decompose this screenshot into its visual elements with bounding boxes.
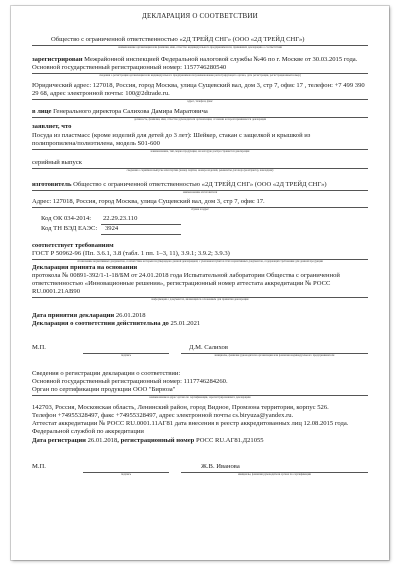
conformity-label: соответствует требованиям: [32, 242, 114, 249]
valid-until-line: [32, 320, 200, 328]
director-name: Д.М. Салихов: [189, 344, 228, 351]
conformity-standard: ГОСТ Р 50962-96 (Пп. 3.6.1, 3.8 (табл. 1 пп. 1–3, 11), 3.9.1; 3.9.2; 3.9.3): [32, 250, 230, 257]
registered-caption: сведения о регистрации организации или индивидуального предпринимателя (наименование регистрирующего органа, дата регистрации, регистрационный номер): [99, 73, 301, 77]
serial-caption: сведения о серийном выпуске или партии (номер партии, номера изделий, реквизиты договора (контракта), накладная): [126, 168, 274, 172]
maker-line: [32, 181, 327, 189]
address-caption: адрес, телефон, факс: [187, 99, 213, 103]
person-caption: должность, фамилия, имя, отчество руководителя организации, от имени которой принимается декларация: [133, 117, 266, 121]
legal-address-line2: 29 68, адрес электронной почты: 100@2dtrade.ru.: [32, 90, 170, 97]
signature1-caption: подпись: [120, 353, 132, 357]
registration-number-value: РОСС RU.АГ81.Д21055: [194, 437, 264, 444]
accepted-date-label: Дата принятия декларации: [32, 312, 115, 319]
accreditation-line: Аттестат аккредитации № РОСС RU.0001.11АГ81 дата внесения в реестр аккредитованных лиц 12.08.2015 года.: [32, 420, 349, 427]
registered-text: Межрайонной инспекцией Федеральной налоговой службы №46 по г. Москве от 30.03.2015 года.: [82, 56, 358, 63]
cert-body-name: Орган по сертификации продукции ООО "Бирюза": [32, 386, 176, 393]
registration-date-label: Дата регистрации: [32, 437, 86, 444]
signature2-caption: подпись: [120, 472, 132, 476]
maker-address: Адрес: 127018, Россия, город Москва, улица Сущевский вал, дом 3, стр 7, офис 17.: [32, 198, 265, 205]
product-caption: наименование, тип, марка продукции, на которую распространяется декларация: [150, 149, 250, 153]
signature1-name-caption: инициалы, фамилия руководителя организации или фамилия индивидуального предпринимателя: [214, 353, 335, 357]
cert-body-address: 142703, Россия, Московская область, Ленинский район, город Видное, Промзона территория, корпус 526.: [32, 404, 329, 411]
cert-body-caption: наименование и адрес органа по сертификации, зарегистрировавшего декларацию: [149, 395, 251, 399]
okp-label: Код ОК 034-2014:: [41, 215, 92, 222]
product-line2: полипропилена/полиэтилена, модель S01-600: [32, 140, 160, 147]
registration-date-value: 26.01.2018: [85, 437, 118, 444]
accreditation-agency: Федеральной службой по аккредитации: [32, 428, 144, 435]
conformity-caption: обозначение нормативных документов, соответствие которым подтверждено данной декларацией, с указанием пунктов этих нормативных документов, содержащих требования для данной продукции: [77, 259, 323, 263]
basis-caption: информация о документах, являющихся основанием для принятия декларации: [151, 297, 249, 301]
registered-label: зарегистрирован: [32, 56, 83, 63]
product-line1: Посуда из пластмасс (кроме изделий для детей до 3 лет): Шейкер, стакан с защелкой и крышкой из: [32, 132, 311, 139]
maker-text: Общество с ограниченной ответственностью «2Д ТРЕЙД СНГ» (ООО «2Д ТРЕЙД СНГ»): [71, 181, 327, 188]
ogrn-line: Основной государственный регистрационный номер: 1157746280540: [32, 64, 227, 71]
tnved-label: Код ТН ВЭД ЕАЭС:: [41, 225, 98, 232]
maker-caption: наименование изготовителя: [182, 190, 218, 194]
basis-line2: ответственностью «Инновационные решения», регистрационный номер аттестата аккредитации № РОСС: [32, 280, 331, 287]
okp-value: 22.29.23.110: [103, 215, 138, 222]
basis-label: Декларация принята на основании: [32, 264, 138, 271]
valid-until-label: Декларация о соответствии действительна до: [32, 320, 169, 327]
maker-label: изготовитель: [32, 181, 72, 188]
declares-label: заявляет, что: [32, 123, 72, 130]
stamp-mark-1: М.П.: [32, 344, 46, 351]
applicant-name: Общество с ограниченной ответственностью «2Д ТРЕЙД СНГ» (ООО «2Д ТРЕЙД СНГ»): [51, 36, 305, 43]
registration-number-label: , регистрационный номер: [117, 437, 195, 444]
registration-heading: Сведения о регистрации декларации о соответствии:: [32, 370, 181, 377]
stamp-mark-2: М.П.: [32, 463, 46, 470]
accepted-date-value: 26.01.2018: [114, 312, 146, 319]
basis-line1: протокола № 00891-392/1-1-18/БМ от 24.01.2018 года Испытательной лаборатории Общества с ограниченной: [32, 272, 340, 279]
tnved-value: 3924: [105, 225, 119, 232]
legal-address-line1: Юридический адрес: 127018, Россия, город Москва, улица Сущевский вал, дом 3, стр 7, офис 17 , телефон: +7 499 390: [32, 82, 365, 89]
maker-address-caption: страна и адрес: [191, 207, 209, 211]
person-label: в лице: [32, 108, 52, 115]
cert-head-name: Ж.В. Иванова: [201, 463, 240, 470]
declaration-page: [11, 6, 389, 560]
serial-release: серийный выпуск: [32, 159, 82, 166]
cert-body-contacts: Телефон +74955328497, факс +74955328497, адрес электронной почты cs.biryuza@yandex.ru.: [32, 412, 294, 419]
person-text: Генерального директора Салихова Дамира Маратовича: [51, 108, 208, 115]
valid-until-value: 25.01.2021: [168, 320, 201, 327]
applicant-name-caption: наименование организации или фамилия, имя, отчество индивидуального предпринимателя, принявших декларацию о соответствии: [118, 45, 282, 49]
accepted-date-line: [32, 312, 146, 320]
signature2-name-caption: инициалы, фамилия руководителя органа по сертификации: [238, 472, 311, 476]
document-title: ДЕКЛАРАЦИЯ О СООТВЕТСТВИИ: [142, 12, 258, 20]
registration-ogrn: Основной государственный регистрационный номер: 1117746284260.: [32, 378, 228, 385]
registration-date-line: [32, 437, 264, 445]
basis-line3: RU.0001.21АВ90: [32, 288, 80, 295]
registered-line: [32, 56, 357, 64]
person-line: [32, 108, 208, 116]
